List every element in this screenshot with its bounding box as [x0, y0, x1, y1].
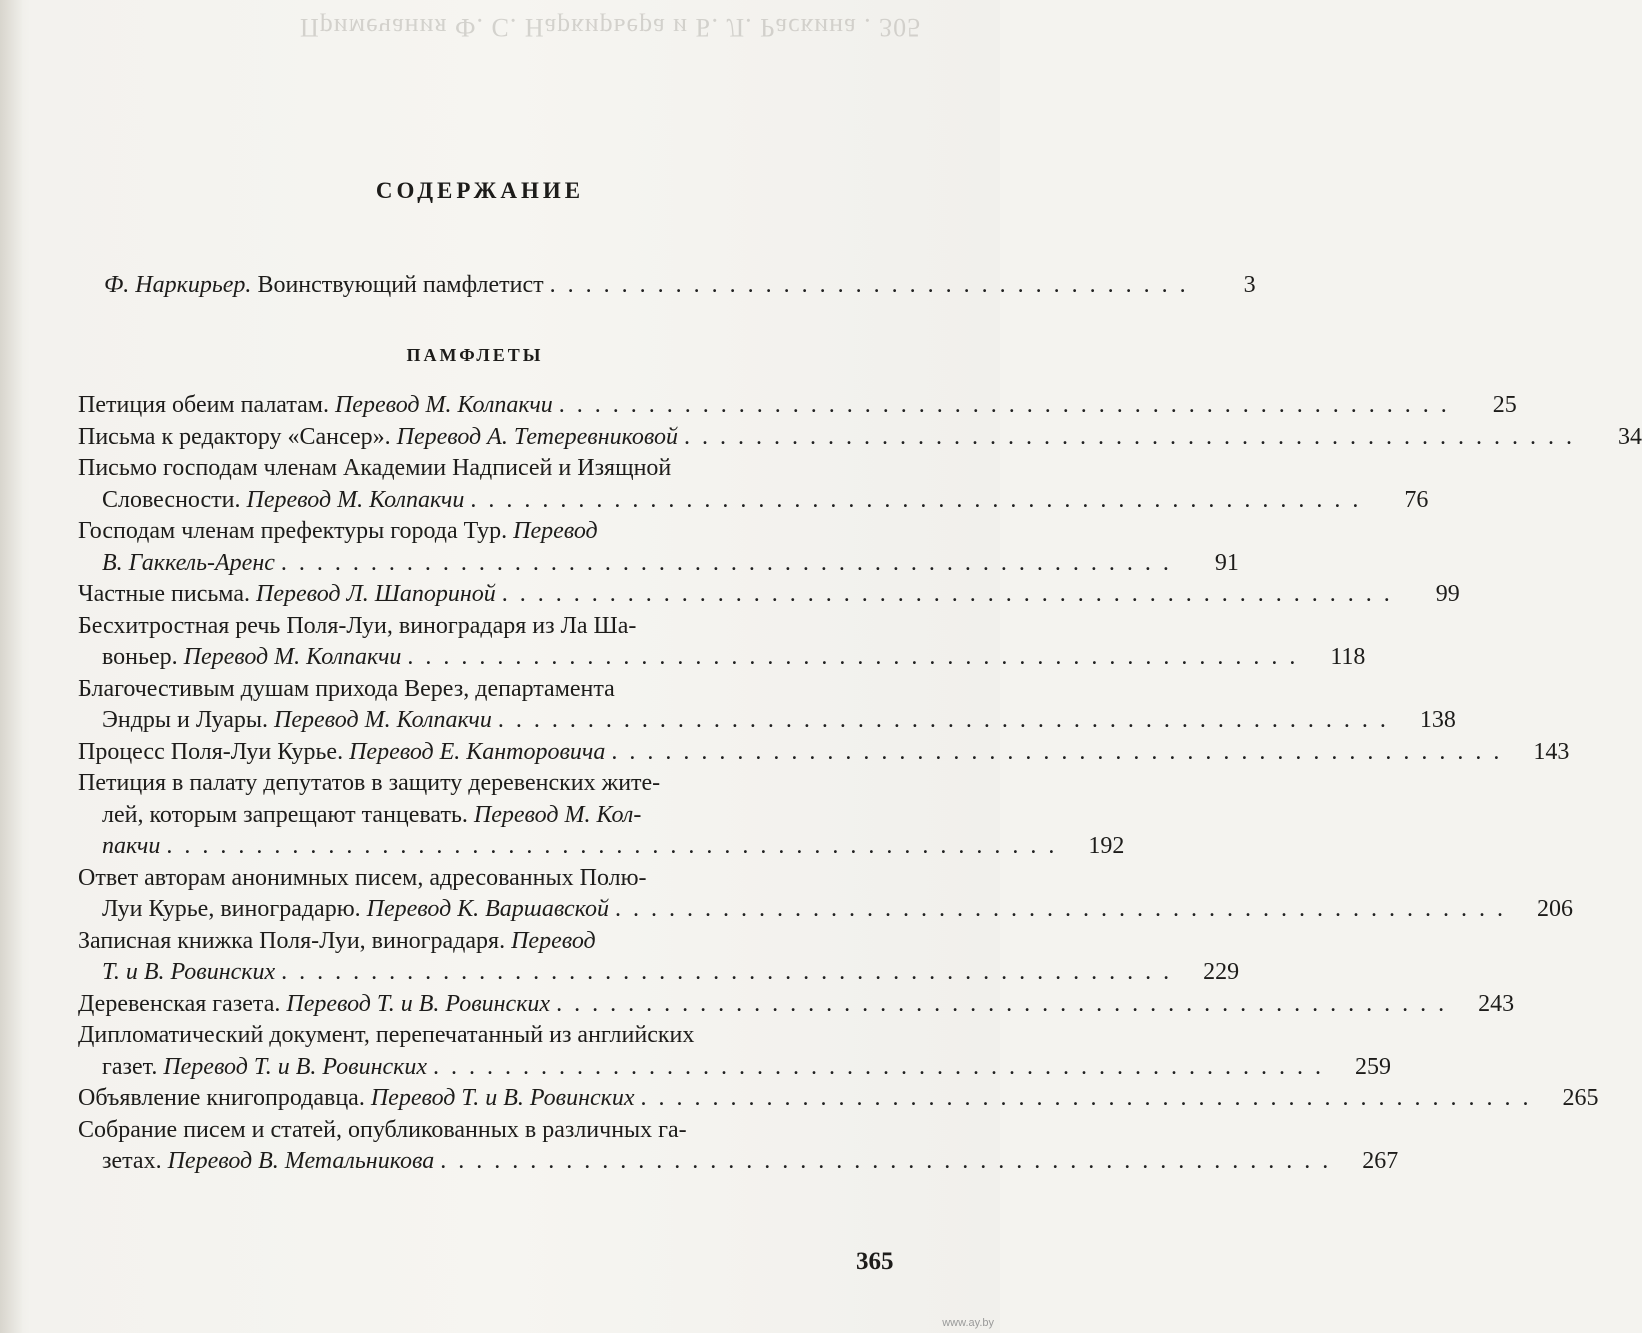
entry-title: Частные письма. [78, 581, 250, 607]
leader-dots: .................................................. [433, 1053, 1334, 1080]
entry-page: 34 [1618, 423, 1642, 450]
toc-entry-line [56, 957, 1240, 989]
toc-entry[interactable] [56, 453, 1429, 516]
entry-translator: Перевод Т. и В. Ровинских [163, 1053, 428, 1080]
entry-title: зетах. [102, 1148, 162, 1174]
toc-entry-line [56, 1020, 868, 1052]
entry-page: 99 [1435, 581, 1460, 607]
entry-title: Письмо господам членам Академии Надписей и Изящной [78, 455, 672, 481]
entry-title: Деревенская газета. [78, 990, 281, 1017]
entry-title: Луи Курье, виноградарю. [102, 896, 361, 922]
toc-entry-line [56, 831, 1125, 863]
entry-translator: Т. и В. Ровинских [102, 959, 276, 985]
leader-dots: .................................................. [280, 549, 1181, 576]
leader-dots: .................................................. [166, 833, 1067, 859]
entry-page: 229 [1203, 959, 1240, 985]
entry-translator: Перевод М. Колпакчи [246, 486, 465, 513]
entry-title: Письма к редактору «Сансер». [78, 423, 391, 450]
toc-entry[interactable] [56, 516, 1239, 579]
toc-entry[interactable] [56, 737, 1570, 769]
toc-entry[interactable] [56, 926, 1240, 989]
toc-entry-line [56, 768, 868, 800]
page-number: 365 [856, 1248, 894, 1275]
entry-title: Эндры и Луары. [102, 707, 269, 733]
toc-entry-line [56, 642, 1366, 674]
toc-entry-line [56, 1052, 1392, 1084]
entry-translator: Перевод [513, 518, 598, 544]
entry-page: 267 [1362, 1148, 1399, 1174]
entry-page: 76 [1404, 486, 1429, 513]
intro-page: 3 [1243, 272, 1256, 298]
entry-translator: Перевод [511, 927, 596, 954]
toc-entry[interactable] [56, 579, 1460, 611]
toc-entry-line [56, 485, 1429, 517]
toc-entry-line [56, 390, 1517, 422]
toc-entry-line [56, 926, 868, 958]
entry-translator: Перевод К. Варшавской [366, 896, 609, 922]
entry-page: 243 [1478, 990, 1515, 1017]
toc-entry-line [56, 611, 868, 643]
entry-title: Словесности. [102, 486, 241, 513]
entry-title: Петиция в палату депутатов в защиту деревенских жите- [78, 770, 661, 796]
toc-entry-line [56, 705, 1456, 737]
entry-title: воньер. [102, 644, 178, 670]
entry-title: Дипломатический документ, перепечатанный из английских [78, 1022, 695, 1048]
toc-entry[interactable] [56, 768, 1125, 863]
entry-title: Благочестивым душам прихода Верез, департамента [78, 675, 615, 702]
leader-dots: .................................................. [614, 896, 1515, 922]
entry-page: 25 [1492, 392, 1517, 418]
leader-dots: .................................................. [470, 486, 1371, 513]
leader-dots: .................................................. [558, 392, 1459, 418]
toc-entry-line [56, 863, 868, 895]
entry-title: Процесс Поля-Луи Курье. [78, 738, 344, 765]
toc-entry[interactable] [56, 1020, 1392, 1083]
entry-translator: В. Гаккель-Аренс [102, 549, 275, 576]
toc-entry-line [56, 1146, 1399, 1178]
leader-dots: .................................................. [640, 1085, 1541, 1111]
toc-entry-line [56, 548, 1239, 580]
toc-entry-line [56, 674, 868, 706]
entry-translator: Перевод Л. Шапориной [255, 581, 496, 607]
toc-entry-line [56, 1083, 1599, 1115]
entry-translator: Перевод М. Кол- [473, 801, 642, 828]
entry-title: газет. [102, 1053, 158, 1080]
toc-entry[interactable] [56, 989, 1515, 1021]
leader-dots: .................................................. [611, 738, 1512, 765]
toc-entry-line [56, 422, 1642, 454]
toc-entry[interactable] [56, 422, 1642, 454]
leader-dots: .................................................. [281, 959, 1182, 985]
leader-dots: .................................................. [407, 644, 1308, 670]
entry-page: 265 [1562, 1085, 1599, 1111]
toc-entry[interactable] [56, 674, 1456, 737]
leader-dots: .................................... [549, 272, 1198, 298]
toc-entry[interactable] [56, 390, 1517, 422]
entry-page: 138 [1419, 707, 1456, 733]
entry-translator: Перевод В. Метальникова [167, 1148, 435, 1174]
toc-entry-line [56, 579, 1460, 611]
toc-entry[interactable] [56, 1115, 1399, 1178]
contents-title: СОДЕРЖАНИЕ [375, 178, 585, 203]
entry-translator: Перевод Т. и В. Ровинских [370, 1085, 635, 1111]
table-of-contents [56, 390, 1642, 1178]
intro-author: Ф. Наркирьер. [104, 272, 252, 298]
entry-title: Ответ авторам анонимных писем, адресованных Полю- [78, 864, 647, 891]
toc-entry-line [56, 800, 868, 832]
entry-translator: Перевод М. Колпакчи [183, 644, 402, 670]
entry-translator: Перевод Т. и В. Ровинских [286, 990, 551, 1017]
entry-translator: Перевод М. Колпакчи [274, 707, 492, 733]
toc-entry[interactable] [56, 863, 1573, 926]
toc-entry-line [56, 894, 1573, 926]
bleed-through-text: Примечания Ф. С. Наркирьера и Б. Л. Раскина . 305 [300, 13, 922, 42]
entry-title: Петиция обеим палатам. [78, 392, 329, 418]
toc-entry-line [56, 737, 1570, 769]
entry-page: 143 [1533, 738, 1570, 765]
toc-entry-line [56, 453, 868, 485]
entry-translator: Перевод Е. Канторовича [349, 738, 606, 765]
toc-entry[interactable] [56, 611, 1366, 674]
toc-entry-line [56, 989, 1515, 1021]
watermark: www.ay.by [942, 1317, 994, 1329]
entry-page: 91 [1214, 549, 1239, 576]
toc-entry-line [56, 516, 868, 548]
entry-translator: Перевод М. Колпакчи [334, 392, 553, 418]
entry-translator: пакчи [102, 833, 161, 859]
entry-title: Объявление книгопродавца. [78, 1085, 365, 1111]
entry-title: Записная книжка Поля-Луи, виноградаря. [78, 927, 506, 954]
toc-entry[interactable] [56, 1083, 1599, 1115]
toc-entry-line [56, 1115, 868, 1147]
entry-page: 192 [1088, 833, 1125, 859]
entry-translator: Перевод А. Тетеревниковой [396, 423, 679, 450]
section-title: ПАМФЛЕТЫ [406, 345, 544, 365]
leader-dots: .................................................. [556, 990, 1457, 1017]
leader-dots: .................................................. [501, 581, 1402, 607]
entry-title: Собрание писем и статей, опубликованных в различных га- [78, 1116, 687, 1143]
entry-title: Господам членам префектуры города Тур. [78, 518, 508, 544]
entry-page: 206 [1536, 896, 1573, 922]
entry-page: 118 [1330, 644, 1366, 670]
entry-title: лей, которым запрещают танцевать. [102, 801, 468, 828]
leader-dots: .................................................. [497, 707, 1398, 733]
leader-dots: .................................................. [440, 1148, 1341, 1174]
entry-page: 259 [1355, 1053, 1392, 1080]
intro-text: Воинствующий памфлетист [257, 272, 544, 298]
leader-dots: .................................................. [684, 423, 1585, 450]
intro-entry[interactable] [104, 270, 1256, 302]
entry-title: Бесхитростная речь Поля-Луи, виноградаря из Ла Ша- [78, 612, 637, 639]
